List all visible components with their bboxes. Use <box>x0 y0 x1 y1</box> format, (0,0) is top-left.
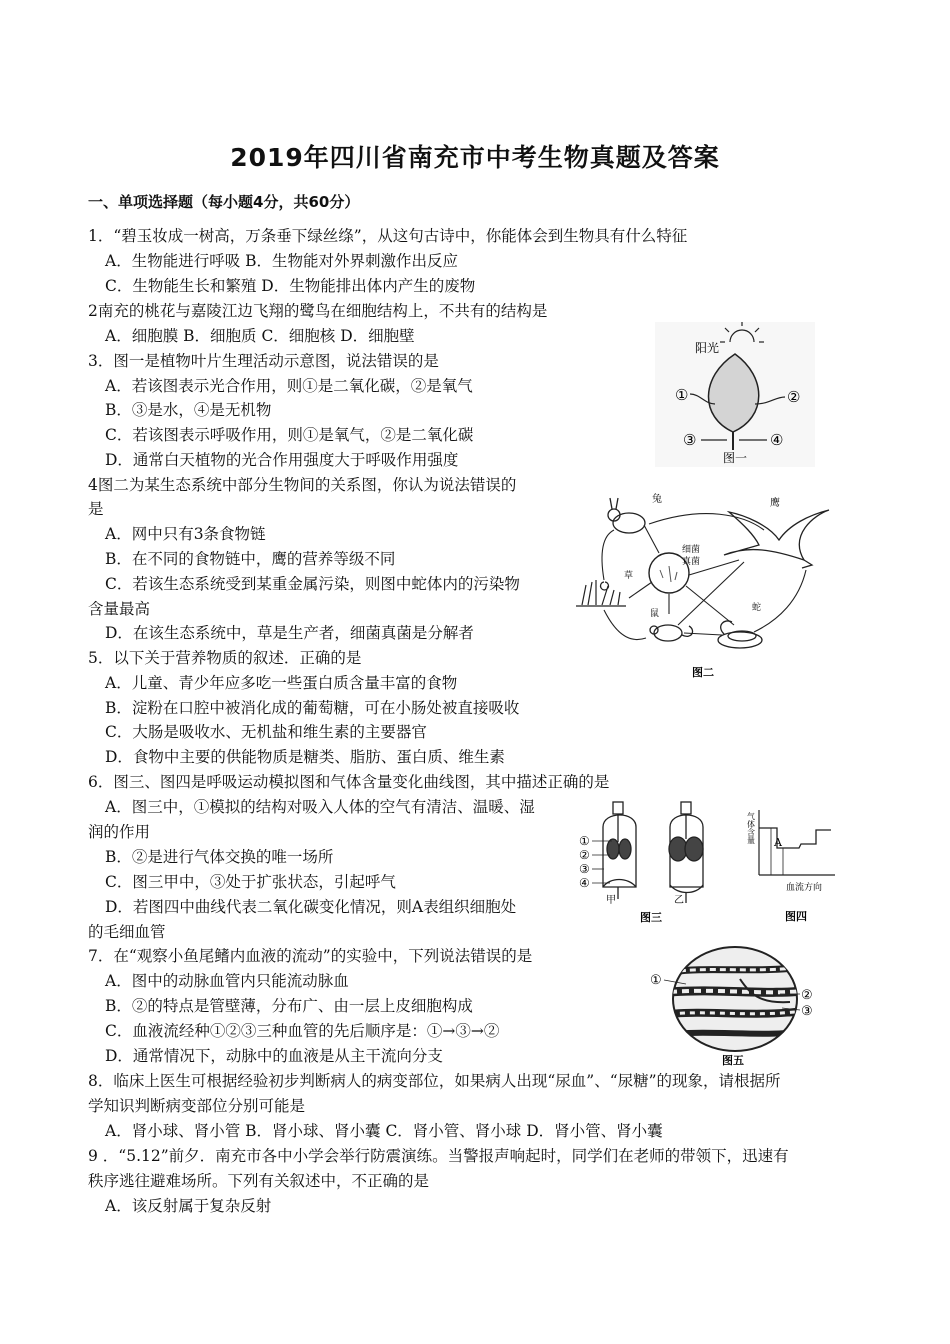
fig3-marker-2: ② <box>579 848 590 862</box>
eagle-icon <box>724 510 829 568</box>
figure-3-breathing-model <box>578 797 738 927</box>
q8-options: A．肾小球、肾小管 B．肾小球、肾小囊 C．肾小管、肾小球 D．肾小管、肾小囊 <box>105 1122 663 1140</box>
fig5-caption: 图五 <box>722 1054 744 1067</box>
fig1-marker-1: ① <box>675 386 689 404</box>
fig1-marker-3: ③ <box>683 431 697 449</box>
q9-stem: 9 ．“5.12”前夕．南充市各中小学会举行防震演练。当警报声响起时，同学们在老师的带领下，迅速有 <box>88 1147 789 1165</box>
q6-option-a-cont: 润的作用 <box>88 823 151 841</box>
fig3-label-jia: 甲 <box>606 895 616 906</box>
q3-option-d: D．通常白天植物的光合作用强度大于呼吸作用强度 <box>105 451 459 469</box>
section-heading: 一、单项选择题（每小题4分，共60分） <box>88 193 360 211</box>
fig5-marker-3: ③ <box>801 1004 813 1019</box>
q6-option-d-cont: 的毛细血管 <box>88 923 166 941</box>
q7-option-d: D．通常情况下，动脉中的血液是从主干流向分支 <box>105 1047 443 1065</box>
q5-option-c: C．大肠是吸收水、无机盐和维生素的主要器官 <box>105 723 427 741</box>
q6-stem: 6．图三、图四是呼吸运动模拟图和气体含量变化曲线图，其中描述正确的是 <box>88 773 610 791</box>
q3-option-b: B．③是水，④是无机物 <box>105 401 272 419</box>
q9-option-a: A．该反射属于复杂反射 <box>105 1197 272 1215</box>
q7-option-b: B．②的特点是管壁薄，分布广、由一层上皮细胞构成 <box>105 997 473 1015</box>
snake-icon <box>718 621 762 648</box>
q5-stem: 5．以下关于营养物质的叙述．正确的是 <box>88 649 362 667</box>
q3-option-c: C．若该图表示呼吸作用，则①是氧气，②是二氧化碳 <box>105 426 474 444</box>
fig3-marker-4: ④ <box>579 876 590 890</box>
page-title: 2019年四川省南充市中考生物真题及答案 <box>230 143 720 172</box>
q6-option-c: C．图三甲中，③处于扩张状态，引起呼气 <box>105 873 396 891</box>
jar-jia <box>603 802 636 899</box>
q6-option-d: D．若图四中曲线代表二氧化碳变化情况，则A表组织细胞处 <box>105 898 517 916</box>
fig3-caption: 图三 <box>640 911 662 924</box>
q7-stem: 7．在“观察小鱼尾鳍内血液的流动”的实验中，下列说法错误的是 <box>88 947 533 965</box>
fig3-label-yi: 乙 <box>674 895 684 906</box>
q7-option-a: A．图中的动脉血管内只能流动脉血 <box>105 972 349 990</box>
fig1-marker-2: ② <box>787 388 801 406</box>
figure-4-gas-curve <box>741 800 841 925</box>
q8-stem-cont: 学知识判断病变部位分别可能是 <box>88 1097 306 1115</box>
q5-option-d: D．食物中主要的供能物质是糖类、脂肪、蛋白质、维生素 <box>105 748 505 766</box>
fig2-eagle-label: 鹰 <box>770 498 780 509</box>
fig2-caption: 图二 <box>692 666 714 679</box>
fig1-marker-4: ④ <box>770 431 784 449</box>
q4-option-a: A．网中只有3条食物链 <box>105 525 266 543</box>
fig2-mouse-label: 鼠 <box>650 609 660 619</box>
fig5-marker-1: ① <box>650 973 662 988</box>
q7-option-c: C．血液流经种①②③三种血管的先后顺序是：①→③→② <box>105 1022 500 1040</box>
q4-option-c-cont: 含量最高 <box>88 600 151 618</box>
fig3-marker-3: ③ <box>579 862 590 876</box>
q2-options: A．细胞膜 B．细胞质 C．细胞核 D．细胞壁 <box>105 327 415 345</box>
fig4-region-a: A <box>774 836 782 849</box>
figure-2-food-web <box>574 490 836 680</box>
rabbit-icon <box>608 498 645 533</box>
q5-option-b: B．淀粉在口腔中被消化成的葡萄糖，可在小肠处被直接吸收 <box>105 699 520 717</box>
q1-options-ab: A．生物能进行呼吸 B．生物能对外界刺激作出反应 <box>105 252 459 270</box>
q1-options-cd: C．生物能生长和繁殖 D．生物能排出体内产生的废物 <box>105 277 476 295</box>
q2-stem: 2南充的桃花与嘉陵江边飞翔的鹭鸟在细胞结构上，不共有的结构是 <box>88 302 548 320</box>
q4-stem-cont: 是 <box>88 500 104 518</box>
fig2-decomposer-label-1: 细菌 <box>682 545 701 555</box>
q8-stem: 8．临床上医生可根据经验初步判断病人的病变部位，如果病人出现“尿血”、“尿糖”的现象，请根据所 <box>88 1072 781 1090</box>
fig4-caption: 图四 <box>785 910 807 923</box>
fig1-sun-label: 阳光 <box>695 341 720 355</box>
gas-curve-line <box>759 828 831 848</box>
q1-stem: 1．“碧玉妆成一树高，万条垂下绿丝绦”，从这句古诗中，你能体会到生物具有什么特征 <box>88 227 688 245</box>
figure-5-blood-vessels <box>650 944 820 1069</box>
q4-stem: 4图二为某生态系统中部分生物间的关系图，你认为说法错误的 <box>88 476 517 494</box>
fig4-ylabel: 气体含量 <box>746 812 756 844</box>
q5-option-a: A．儿童、青少年应多吃一些蛋白质含量丰富的食物 <box>105 674 458 692</box>
fig4-xlabel: 血流方向 <box>786 883 823 893</box>
fig2-rabbit-label: 兔 <box>652 494 662 505</box>
fig3-marker-1: ① <box>579 834 590 848</box>
q3-option-a: A．若该图表示光合作用，则①是二氧化碳，②是氧气 <box>105 377 473 395</box>
fig2-grass-label: 草 <box>624 571 634 581</box>
fig2-snake-label: 蛇 <box>752 603 762 613</box>
q9-stem-cont: 秩序逃往避难场所。下列有关叙述中，不正确的是 <box>88 1172 430 1190</box>
fig5-marker-2: ② <box>801 988 813 1003</box>
fig2-decomposer-label-2: 真菌 <box>682 557 701 567</box>
fig1-caption: 图一 <box>723 451 748 465</box>
grass-icon <box>576 580 626 606</box>
q4-option-c: C．若该生态系统受到某重金属污染，则图中蛇体内的污染物 <box>105 575 520 593</box>
q4-option-b: B．在不同的食物链中，鹰的营养等级不同 <box>105 550 396 568</box>
q6-option-b: B．②是进行气体交换的唯一场所 <box>105 848 334 866</box>
figure-1-leaf <box>655 322 815 467</box>
jar-yi <box>669 802 703 903</box>
q4-option-d: D．在该生态系统中，草是生产者，细菌真菌是分解者 <box>105 624 474 642</box>
q6-option-a: A．图三中，①模拟的结构对吸入人体的空气有清洁、温暖、湿 <box>105 798 535 816</box>
q3-stem: 3．图一是植物叶片生理活动示意图，说法错误的是 <box>88 352 439 370</box>
